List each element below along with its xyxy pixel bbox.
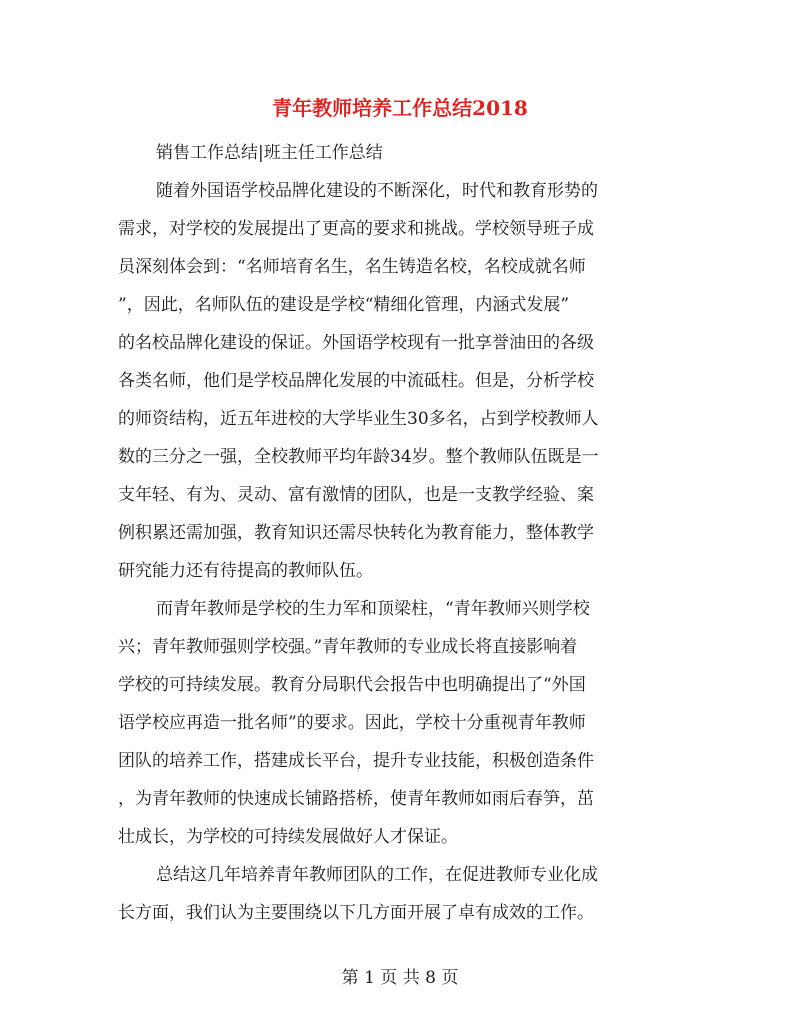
category-line: 销售工作总结|班主任工作总结: [156, 143, 383, 163]
paragraph-line: 长方面，我们认为主要围绕以下几方面开展了卓有成效的工作。: [118, 903, 594, 923]
paragraph-line: 例积累还需加强，教育知识还需尽快转化为教育能力，整体教学: [118, 523, 594, 543]
paragraph-line: 员深刻体会到：“名师培育名生，名生铸造名校，名校成就名师: [118, 257, 586, 277]
paragraph-line: 总结这几年培养青年教师团队的工作，在促进教师专业化成: [156, 865, 598, 885]
paragraph-line: 而青年教师是学校的生力军和顶梁柱，“青年教师兴则学校: [156, 599, 590, 619]
paragraph-line: 需求，对学校的发展提出了更高的要求和挑战。学校领导班子成: [118, 219, 594, 239]
paragraph-line: 的师资结构，近五年进校的大学毕业生30多名，占到学校教师人: [118, 409, 599, 429]
paragraph-line: 语学校应再造一批名师”的要求。因此，学校十分重视青年教师: [118, 713, 586, 733]
paragraph-line: 随着外国语学校品牌化建设的不断深化，时代和教育形势的: [156, 181, 598, 201]
paragraph-line: ，为青年教师的快速成长铺路搭桥，使青年教师如雨后春笋，茁: [118, 789, 594, 809]
paragraph-line: 的名校品牌化建设的保证。外国语学校现有一批享誉油田的各级: [118, 333, 594, 353]
paragraph-line: 研究能力还有待提高的教师队伍。: [118, 561, 373, 581]
document-title: 青年教师培养工作总结2018: [272, 96, 528, 120]
paragraph-line: 兴；青年教师强则学校强。”青年教师的专业成长将直接影响着: [118, 637, 578, 657]
paragraph-line: 团队的培养工作，搭建成长平台，提升专业技能，积极创造条件: [118, 751, 594, 771]
paragraph-line: 数的三分之一强，全校教师平均年龄34岁。整个教师队伍既是一: [118, 447, 599, 467]
paragraph-line: 壮成长，为学校的可持续发展做好人才保证。: [118, 827, 458, 847]
paragraph-line: 学校的可持续发展。教育分局职代会报告中也明确提出了“外国: [118, 675, 586, 695]
paragraph-line: 各类名师，他们是学校品牌化发展的中流砥柱。但是，分析学校: [118, 371, 594, 391]
paragraph-line: 支年轻、有为、灵动、富有激情的团队，也是一支教学经验、案: [118, 485, 594, 505]
page-footer: 第 1 页 共 8 页: [341, 968, 459, 988]
paragraph-line: ”，因此，名师队伍的建设是学校“精细化管理，内涵式发展”: [118, 295, 570, 315]
